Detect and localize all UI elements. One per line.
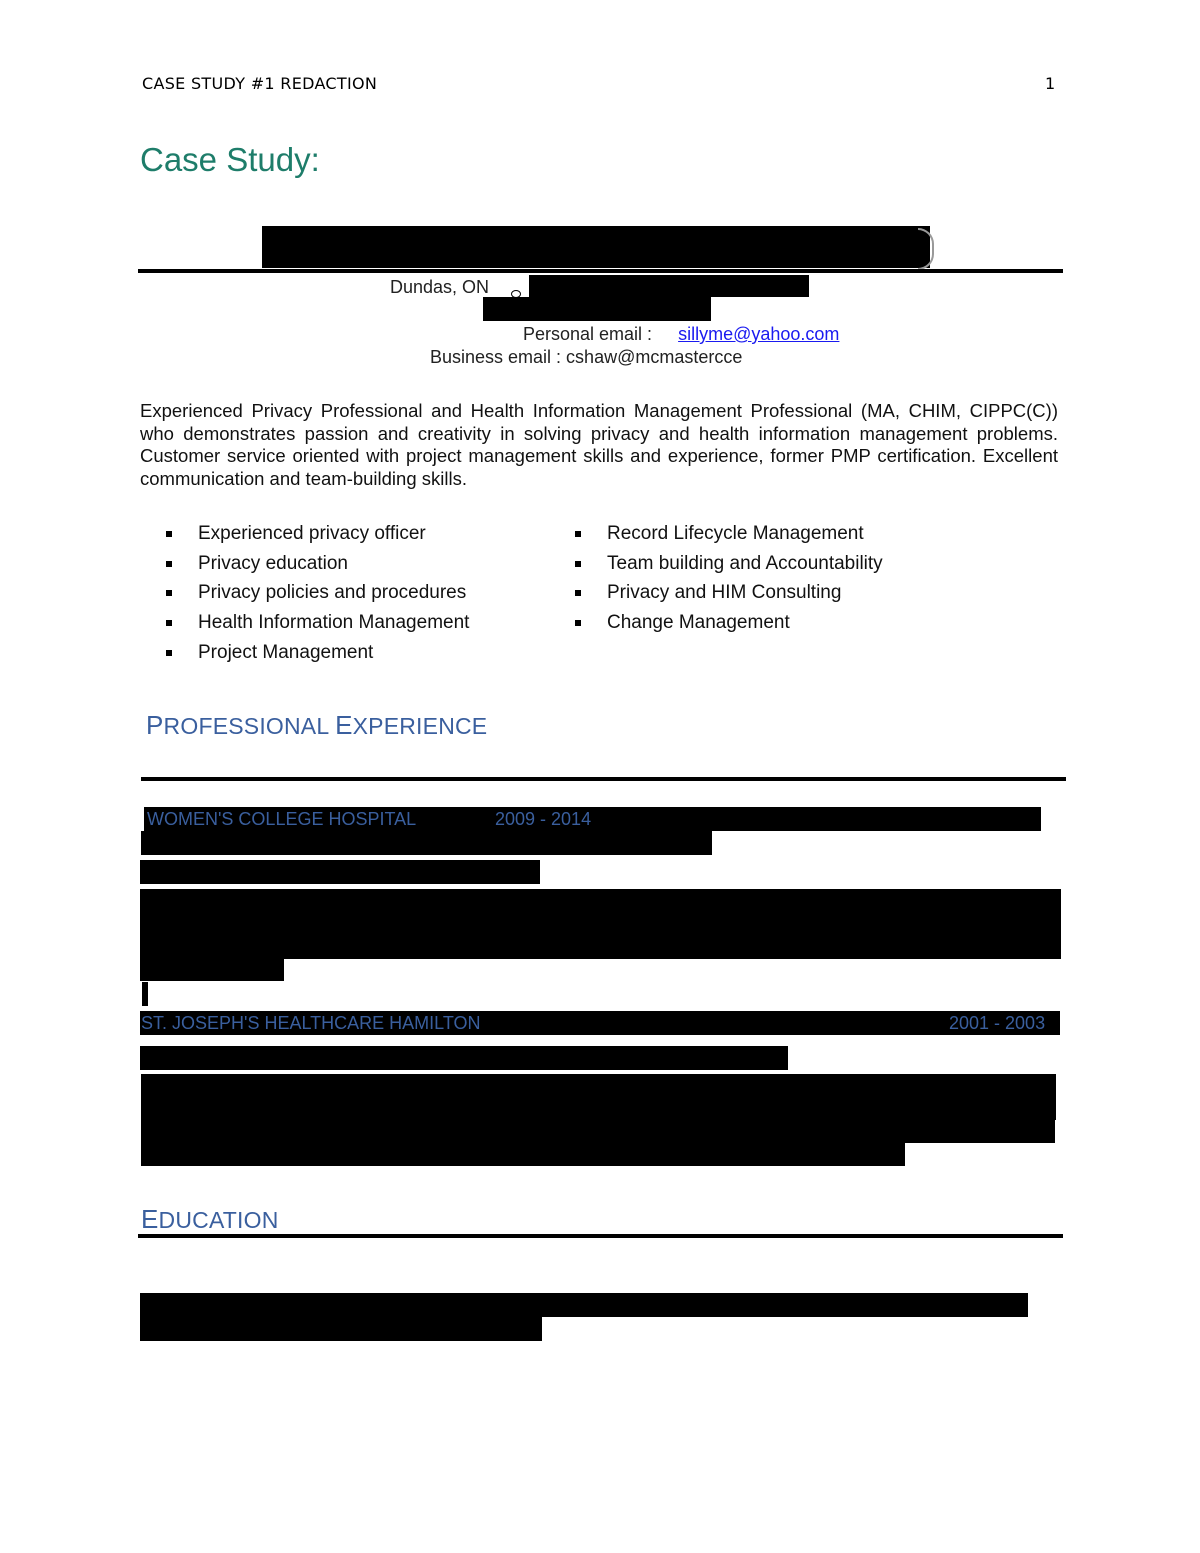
skills-list-right — [550, 519, 883, 638]
bullet-icon — [575, 620, 581, 626]
page-number: 1 — [1045, 74, 1056, 93]
list-item: Team building and Accountability — [550, 549, 883, 579]
professional-summary: Experienced Privacy Professional and Health Information Management Professional (MA, CHIM, CIPPC(C)) who demonstrates passion and creativity in solving privacy and health information management problems. Customer service oriented with project management skills and experience, former PMP certification. Excellent communication and team-building skills. — [140, 400, 1058, 489]
list-item: Privacy and HIM Consulting — [550, 578, 883, 608]
employer-2: ST. JOSEPH'S HEALTHCARE HAMILTON — [141, 1013, 481, 1033]
header-rule — [138, 269, 1063, 273]
redacted-phone — [529, 275, 809, 297]
bullet-icon — [575, 590, 581, 596]
redacted-job-line — [141, 1142, 905, 1166]
personal-email-link[interactable]: sillyme@yahoo.com — [678, 324, 840, 344]
list-item: Change Management — [550, 608, 883, 638]
bullet-icon — [166, 590, 172, 596]
redacted-job-line — [140, 860, 540, 884]
job-dates-1: 2009 - 2014 — [495, 809, 592, 829]
redacted-job-line — [140, 1046, 788, 1070]
experience-heading: PROFESSIONAL EXPERIENCE — [146, 710, 488, 740]
experience-rule — [141, 777, 1066, 781]
list-item: Record Lifecycle Management — [550, 519, 883, 549]
redacted-education-line — [140, 1293, 1028, 1317]
personal-email-label: Personal email : — [523, 324, 653, 344]
redaction-edge — [918, 228, 934, 270]
bullet-icon — [575, 561, 581, 567]
bullet-icon — [166, 561, 172, 567]
list-item: Privacy education — [141, 549, 469, 579]
redacted-job-description — [141, 1119, 1055, 1143]
employer-1: WOMEN'S COLLEGE HOSPITAL — [147, 809, 417, 829]
education-rule — [138, 1234, 1063, 1238]
page-title: Case Study: — [140, 141, 320, 178]
redacted-job-description — [140, 889, 1061, 959]
list-item: Health Information Management — [141, 608, 469, 638]
skills-list-left — [141, 519, 469, 667]
running-header-title: CASE STUDY #1 REDACTION — [142, 74, 378, 93]
redacted-job-line — [140, 958, 284, 981]
redacted-fragment — [142, 982, 148, 1006]
bullet-icon — [166, 650, 172, 656]
bullet-icon — [575, 531, 581, 537]
redacted-name — [262, 226, 930, 268]
redacted-job-description — [141, 1074, 1056, 1120]
personal-email-row — [523, 324, 839, 345]
bullet-icon — [166, 531, 172, 537]
redacted-education-line — [140, 1317, 542, 1341]
redacted-address — [483, 297, 711, 321]
education-heading: EDUCATION — [141, 1204, 279, 1234]
list-item: Project Management — [141, 638, 469, 668]
business-email: Business email : cshaw@mcmastercce — [430, 347, 743, 367]
bullet-icon — [166, 620, 172, 626]
redacted-job-line — [141, 831, 712, 855]
list-item: Experienced privacy officer — [141, 519, 469, 549]
list-item: Privacy policies and procedures — [141, 578, 469, 608]
contact-location: Dundas, ON — [390, 277, 490, 297]
job-dates-2: 2001 - 2003 — [949, 1013, 1046, 1033]
